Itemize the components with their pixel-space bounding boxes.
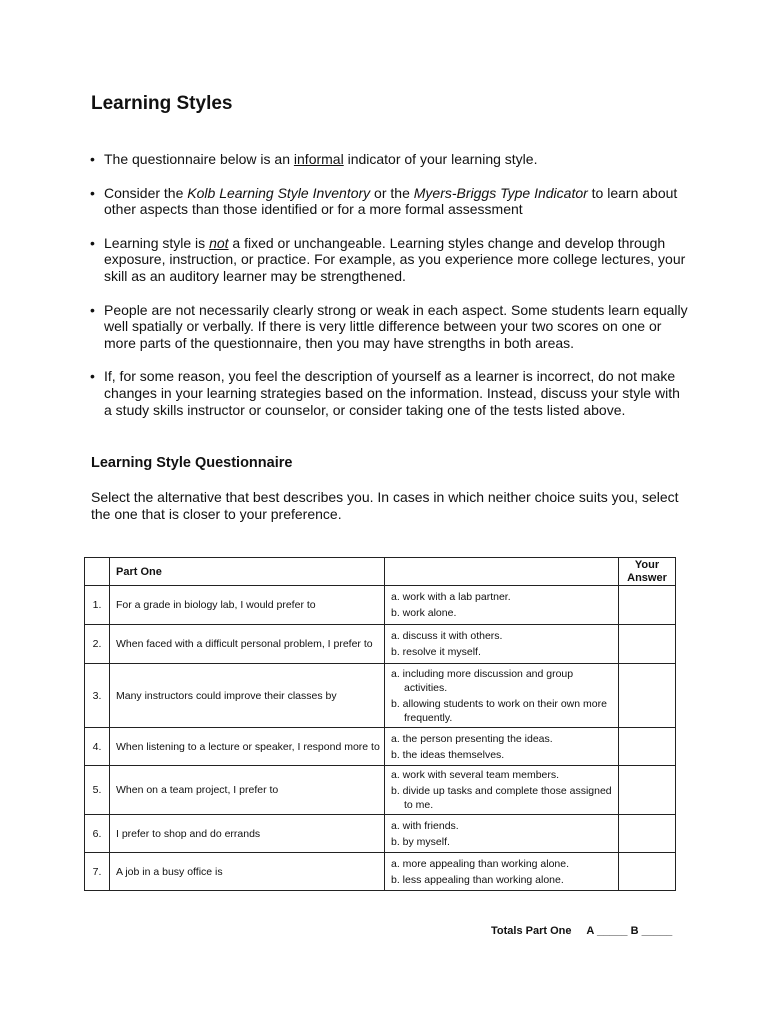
option-a: a. the person presenting the ideas. bbox=[391, 732, 553, 745]
option-b: b. divide up tasks and complete those assigned to me. bbox=[391, 785, 612, 811]
question-number: 7. bbox=[85, 853, 110, 891]
question-number: 6. bbox=[85, 815, 110, 853]
option-b: b. work alone. bbox=[391, 607, 457, 619]
option-b: b. by myself. bbox=[391, 835, 450, 848]
table-row bbox=[85, 815, 676, 853]
bullet-text-segment: Myers-Briggs Type Indicator bbox=[413, 184, 588, 201]
table-row bbox=[85, 728, 676, 766]
bullet-dot-icon: • bbox=[90, 184, 95, 201]
bullet-text-segment: People are not necessarily clearly strong or weak in each aspect. Some students learn equally well spatially or verbally. If there is very little difference between your two scores on one or more parts of the questionnaire, then you may have strengths in both areas. bbox=[104, 301, 688, 351]
bullet-dot-icon: • bbox=[90, 301, 95, 318]
intro-bullet-list bbox=[88, 151, 688, 435]
table-row bbox=[85, 586, 676, 625]
questionnaire-title: Learning Style Questionnaire bbox=[91, 455, 293, 471]
question-text: For a grade in biology lab, I would prefer to bbox=[110, 586, 385, 625]
your-answer-cell[interactable] bbox=[619, 766, 676, 815]
intro-bullet-item bbox=[88, 235, 688, 285]
your-answer-cell[interactable] bbox=[619, 664, 676, 728]
bullet-text-segment: Learning style is bbox=[104, 234, 210, 251]
bullet-dot-icon: • bbox=[90, 151, 95, 167]
question-number: 3. bbox=[85, 664, 110, 728]
answer-options bbox=[385, 586, 619, 625]
answer-options bbox=[385, 664, 619, 728]
totals-part-one bbox=[491, 925, 672, 937]
option-a: a. work with a lab partner. bbox=[391, 591, 511, 603]
option-b: b. resolve it myself. bbox=[391, 646, 481, 658]
header-part-label: Part One bbox=[110, 558, 385, 586]
header-number-cell bbox=[85, 558, 110, 586]
bullet-text-segment: or the bbox=[370, 184, 414, 201]
answer-options bbox=[385, 815, 619, 853]
option-b: b. allowing students to work on their own more frequently. bbox=[391, 697, 607, 724]
totals-a-blank[interactable]: A _____ bbox=[586, 925, 628, 937]
bullet-dot-icon: • bbox=[90, 368, 95, 385]
bullet-text-segment: Consider the bbox=[104, 184, 188, 201]
option-a: a. more appealing than working alone. bbox=[391, 857, 570, 870]
bullet-text-segment: informal bbox=[293, 151, 344, 167]
page-title: Learning Styles bbox=[91, 93, 233, 114]
bullet-dot-icon: • bbox=[90, 234, 95, 251]
intro-bullet-item bbox=[88, 185, 688, 218]
option-a: a. discuss it with others. bbox=[391, 630, 503, 642]
intro-bullet-item bbox=[88, 302, 688, 352]
question-number: 2. bbox=[85, 625, 110, 664]
your-answer-cell[interactable] bbox=[619, 625, 676, 664]
option-b: b. less appealing than working alone. bbox=[391, 873, 564, 886]
question-text: When on a team project, I prefer to bbox=[110, 766, 385, 815]
totals-b-blank[interactable]: B _____ bbox=[630, 925, 673, 937]
question-text: When listening to a lecture or speaker, I respond more to bbox=[110, 728, 385, 766]
option-a: a. including more discussion and group activities. bbox=[391, 667, 574, 694]
option-a: a. with friends. bbox=[391, 819, 459, 832]
bullet-text-segment: Kolb Learning Style Inventory bbox=[187, 184, 371, 201]
answer-options bbox=[385, 766, 619, 815]
table-row bbox=[85, 766, 676, 815]
table-row bbox=[85, 625, 676, 664]
questionnaire-instructions: Select the alternative that best describes you. In cases in which neither choice suits you, select the one that is closer to your preference. bbox=[91, 489, 679, 522]
question-text: A job in a busy office is bbox=[110, 853, 385, 891]
your-answer-cell[interactable] bbox=[619, 728, 676, 766]
question-number: 5. bbox=[85, 766, 110, 815]
answer-options bbox=[385, 728, 619, 766]
answer-options bbox=[385, 625, 619, 664]
question-number: 4. bbox=[85, 728, 110, 766]
bullet-text-segment: not bbox=[209, 234, 229, 251]
intro-bullet-item bbox=[88, 151, 688, 168]
question-number: 1. bbox=[85, 586, 110, 625]
table-header-row bbox=[85, 558, 676, 586]
bullet-text-segment: to learn about other aspects than those identified or for a more formal assessment bbox=[104, 184, 678, 218]
table-row bbox=[85, 664, 676, 728]
answer-options bbox=[385, 853, 619, 891]
totals-label: Totals Part One bbox=[491, 925, 572, 937]
option-a: a. work with several team members. bbox=[391, 769, 560, 781]
your-answer-cell[interactable] bbox=[619, 853, 676, 891]
bullet-text-segment: indicator of your learning style. bbox=[343, 151, 538, 167]
question-text: I prefer to shop and do errands bbox=[110, 815, 385, 853]
table-row bbox=[85, 853, 676, 891]
question-text: When faced with a difficult personal problem, I prefer to bbox=[110, 625, 385, 664]
question-text: Many instructors could improve their classes by bbox=[110, 664, 385, 728]
intro-bullet-item bbox=[88, 368, 688, 418]
header-options-cell bbox=[385, 558, 619, 586]
your-answer-cell[interactable] bbox=[619, 815, 676, 853]
your-answer-cell[interactable] bbox=[619, 586, 676, 625]
bullet-text-segment: The questionnaire below is an bbox=[104, 151, 294, 167]
header-your-answer: Your Answer bbox=[619, 558, 676, 586]
bullet-text-segment: If, for some reason, you feel the description of yourself as a learner is incorrect, do not make changes in your learning strategies based on the information. Instead, discuss your style with a study skills instructor or counselor, or consider taking one of the tests listed above. bbox=[104, 368, 680, 418]
option-b: b. the ideas themselves. bbox=[391, 748, 505, 761]
bullet-text-segment: a fixed or unchangeable. Learning styles change and develop through exposure, instruction, or practice. For example, as you experience more college lectures, your skill as an auditory learner may be strengthened. bbox=[104, 234, 686, 284]
questionnaire-table bbox=[84, 557, 676, 891]
